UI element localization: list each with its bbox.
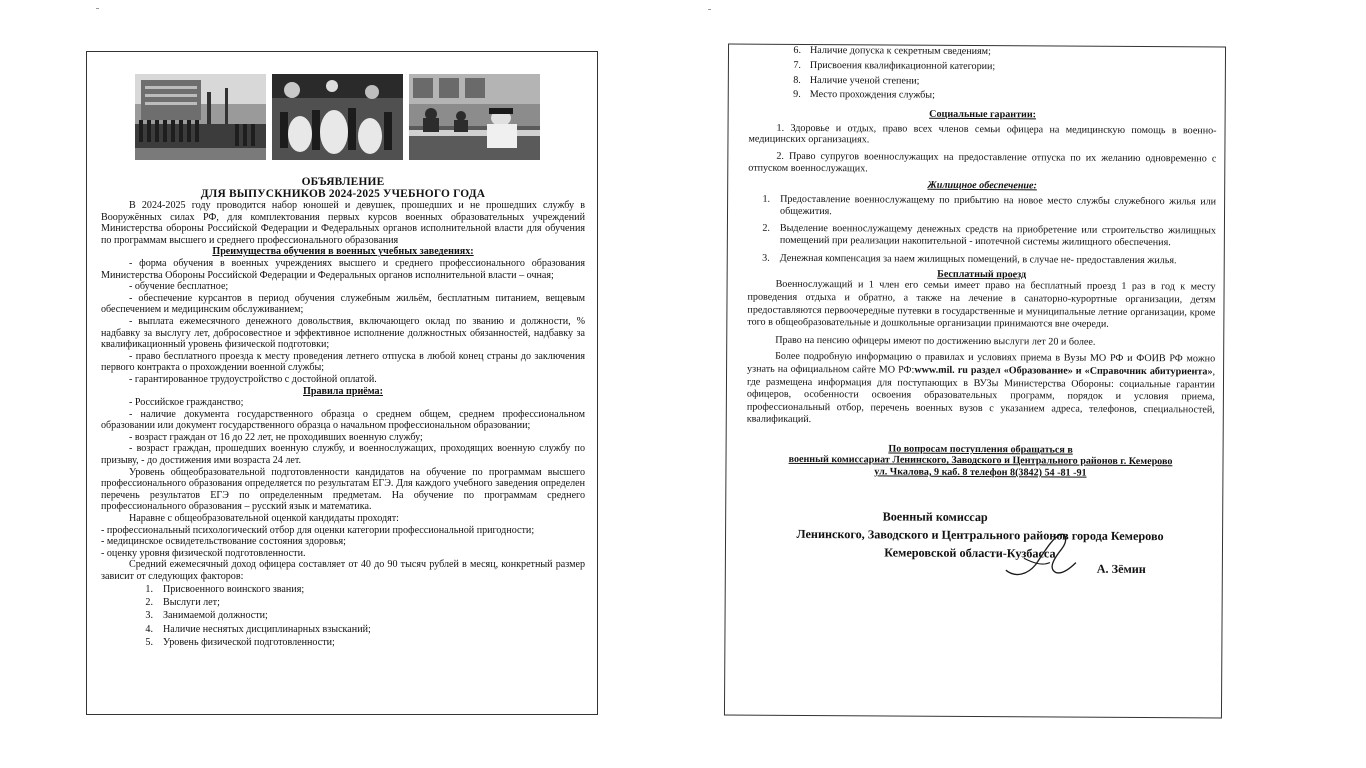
income-factors-continued (749, 45, 1217, 104)
contact-line: военный комиссариат Ленинского, Заводского и Центрального районов г. Кемерово (788, 454, 1173, 468)
rules-heading: Правила приёма: (303, 385, 383, 397)
advantage-item: - гарантированное трудоустройство с достойной оплатой. (129, 373, 377, 385)
contact-block (746, 442, 1214, 479)
left-page (86, 51, 598, 715)
factor-item: 4. Наличие неснятых дисциплинарных взысканий; (145, 623, 371, 635)
factor-item: 9. Место прохождения службы; (793, 89, 935, 102)
factor-item: 6. Наличие допуска к секретным сведениям; (793, 44, 991, 58)
factor-item: 8. Наличие ученой степени; (793, 74, 920, 87)
social-item: 1. Здоровье и отдых, право всех членов семьи офицера на медицинскую помощь в военно-медицинских организациях. (748, 122, 1217, 146)
factor-item: 2. Выслуги лет; (145, 597, 220, 608)
travel-heading: Бесплатный проезд (937, 268, 1027, 281)
photo-strip (135, 74, 585, 160)
factor-item: 3. Занимаемой должности; (145, 610, 268, 622)
parade-photo (135, 74, 266, 160)
ball-photo (272, 74, 403, 160)
exam-paragraph: Уровень общеобразовательной подготовленности кандидатов на обучение по программам высшего профессионального образования определяется по результатам ЕГЭ. Для каждого учебного заведения определен перечень результатов ЕГЭ по определенным предметам. На обучение по программам среднего профессионального образования – русский язык и математика. (101, 466, 585, 513)
announcement-subtitle: ДЛЯ ВЫПУСКНИКОВ 2024-2025 УЧЕБНОГО ГОДА (200, 188, 486, 200)
advantages-heading: Преимущества обучения в военных учебных заведениях: (212, 246, 474, 258)
travel-paragraph: Военнослужащий и 1 член его семьи имеет право на бесплатный проезд 1 раз в год к месту проведения отдыха и обратно, а также на лечение в санаторно-курортные организации, детям предоставляются первоочередные путевки в государственные и муниципальные летние организации, кроме того в общеобразовательные и дошкольные организации принимаются вне очереди. (747, 279, 1216, 330)
factor-item: 5. Уровень физической подготовленности; (145, 637, 335, 649)
contact-line: По вопросам поступления обращаться в (888, 443, 1073, 456)
factor-item: 1. Присвоенного воинского звания; (145, 583, 305, 595)
classroom-photo (409, 74, 540, 160)
signatory-title: Военный комиссар (882, 509, 988, 525)
right-page (724, 43, 1226, 718)
scan-mark (708, 9, 711, 10)
income-factors-list (101, 583, 585, 650)
official-site-link[interactable]: www.mil. ru раздел «Образование» и «Справочник абитуриента» (914, 364, 1213, 378)
advantage-item: - право бесплатного проезда к месту проведения летнего отпуска в любой конец страны до заключения первого контракта о прохождении военной службы; (101, 350, 585, 374)
signatory-name: А. Зёмин (1096, 562, 1146, 577)
advantage-item: - выплата ежемесячного денежного довольствия, включающего оклад по званию и должности, % надбавку за выслугу лет, добросовестное и эффективное исполнение должностных обязанностей, надбавку за квалификационный уровень физической подготовки; (101, 315, 585, 351)
signatory-office: Ленинского, Заводского и Центрального районов города Кемерово (796, 527, 1164, 544)
selection-item: - оценку уровня физической подготовленности. (101, 547, 306, 559)
scan-mark (96, 8, 99, 9)
signature-block (746, 507, 1214, 579)
selection-item: - профессиональный психологический отбор для оценки категории профессиональной пригодности; (101, 524, 535, 536)
signatory-region: Кемеровской области-Кузбасса (884, 545, 1056, 561)
rule-item: - Российское гражданство; (129, 397, 244, 409)
income-paragraph: Средний ежемесячный доход офицера составляет от 40 до 90 тысяч рублей в месяц, конкретный размер зависит от следующих факторов: (101, 559, 585, 582)
rule-item: - наличие документа государственного образца о среднем общем, среднем профессиональном образовании или документ государственного образца о начальном профессиональном образовании; (101, 408, 585, 432)
factor-item: 7. Присвоения квалификационной категории; (793, 59, 996, 72)
housing-item: 2. Выделение военнослужащему денежных средств на приобретение или строительство жилищных помещений при реализации накопительной - ипотечной системы жилищного обеспечения. (762, 222, 1216, 249)
social-item: 2. Право супругов военнослужащих на предоставление отпуска по их желанию одновременно с отпуском военнослужащих. (748, 150, 1217, 174)
rule-item: - возраст граждан от 16 до 22 лет, не проходивших военную службу; (129, 431, 423, 443)
pension-paragraph: Право на пенсию офицеры имеют по достижению выслуги лет 20 и более. (775, 334, 1096, 348)
info-paragraph: Более подробную информацию о правилах и условиях приема в Вузы МО РФ и ФОИВ РФ можно узнать на официальном сайте МО РФ:www.mil. ru раздел «Образование» и «Справочник абитуриента», где размещена информация для поступающих в ВУЗы Министерства Обороны: социальные гарантии офицеров, особенности освоения образовательных программ, порядок и условия приема, профессиональный отбор, перечень военных вузов с указанием адреса, телефонов, специальностей, квалификаций. (746, 351, 1216, 426)
announcement-title: ОБЪЯВЛЕНИЕ (301, 176, 385, 188)
housing-heading: Жилищное обеспечение: (927, 179, 1037, 192)
housing-item: 3. Денежная компенсация за наем жилищных помещений, в случае не- предоставления жилья. (762, 252, 1177, 266)
handwritten-signature (996, 529, 1086, 590)
contact-address-phone: ул. Чкалова, 9 каб. 8 телефон 8(3842) 54 -81 -91 (874, 466, 1087, 479)
selection-item: - медицинское освидетельствование состояния здоровья; (101, 536, 346, 548)
advantage-item: - обучение бесплатное; (129, 281, 229, 293)
advantage-item: - форма обучения в военных учреждениях высшего и среднего профессионального образования Министерства Обороны Российской Федерации и Федеральных органов исполнительной власти – очная; (101, 257, 585, 281)
rule-item: - возраст граждан, прошедших военную службу, и военнослужащих, проходящих военную службу по призыву, - до достижения ими возраста 24 лет. (101, 443, 585, 467)
housing-item: 1. Предоставление военнослужащему по прибытию на новое место службы служебного жилья или общежития. (762, 193, 1217, 218)
selection-intro: Наравне с общеобразовательной оценкой кандидаты проходят: (129, 513, 399, 525)
advantage-item: - обеспечение курсантов в период обучения служебным жильём, бесплатным питанием, вещевым обеспечением и медицинским обслуживанием; (101, 292, 585, 316)
intro-paragraph: В 2024-2025 году проводится набор юношей и девушек, прошедших и не прошедших службу в Вооружённых силах РФ, для комплектования первых курсов военных образовательных учреждений Министерства обороны Российской Федерации и Федеральных органов исполнительной власти для обучения по программам высшего и среднего профессионального образования (101, 200, 585, 246)
social-heading: Социальные гарантии: (929, 108, 1037, 121)
